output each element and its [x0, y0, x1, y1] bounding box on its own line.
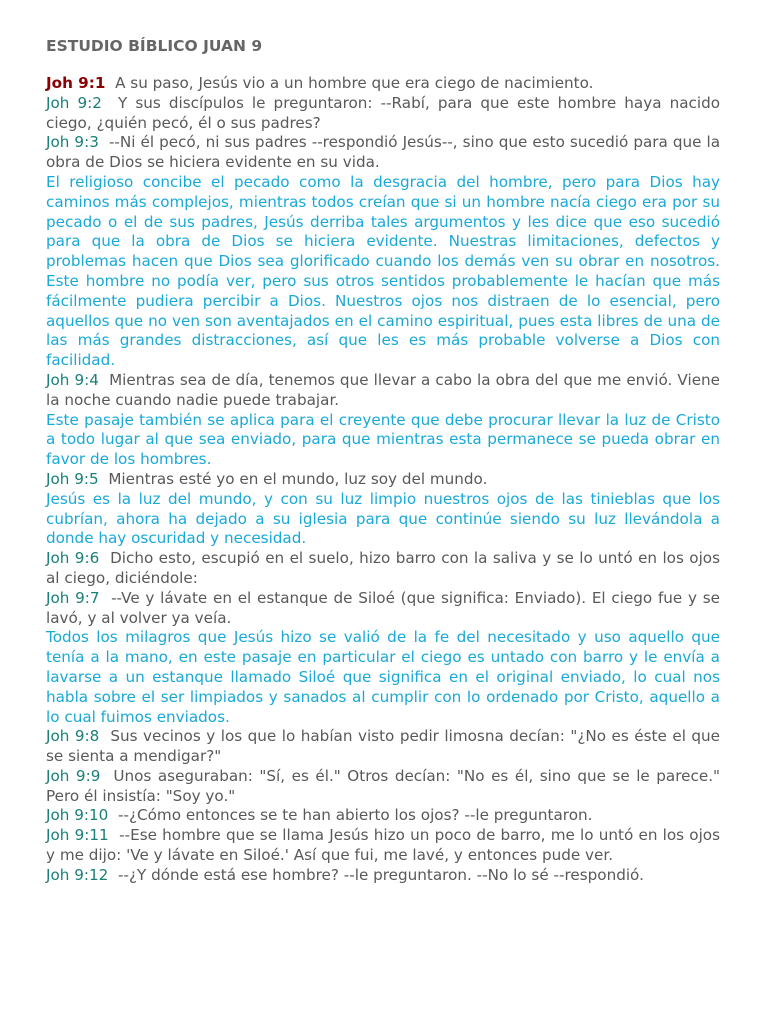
verse-paragraph	[46, 589, 720, 629]
commentary-paragraph: El religioso concibe el pecado como la desgracia del hombre, pero para Dios hay caminos más complejos, mientras todos creían que si un hombre nacía ciego era por su pecado o el de sus padres, Jesús derriba tales argumentos y les dice que eso sucedió para que la obra de Dios se hiciera evidente. Nuestras limitaciones, defectos y problemas hacen que Dios sea glorificado cuando los demás ven su obrar en nosotros. Este hombre no podía ver, pero sus otros sentidos probablemente le hacían que más fácilmente pudiera percibir a Dios. Nuestros ojos nos distraen de lo esencial, pero aquellos que no ven son aventajados en el camino espiritual, pues esta libres de una de las más grandes distracciones, así que les es más probable volverse a Dios con facilidad.	[46, 172, 720, 370]
verse-paragraph	[46, 826, 720, 866]
verse-reference: Joh 9:5	[46, 469, 99, 488]
verse-text: --Ve y lávate en el estanque de Siloé (que significa: Enviado). El ciego fue y se lavó, y al volver ya veía.	[46, 588, 720, 627]
commentary-paragraph: Todos los milagros que Jesús hizo se valió de la fe del necesitado y uso aquello que tenía a la mano, en este pasaje en particular el ciego es untado con barro y le envía a lavarse a un estanque llamado Siloé que significa en el original enviado, lo cual nos habla sobre el ser limpiados y sanados al cumplir con lo ordenado por Cristo, aquello a lo cual fuimos enviados.	[46, 628, 720, 726]
verse-reference: Joh 9:6	[46, 549, 100, 568]
verse-text: --¿Cómo entonces se te han abierto los ojos? --le preguntaron.	[118, 806, 593, 825]
verse-reference: Joh 9:12	[46, 865, 109, 884]
verse-text: Dicho esto, escupió en el suelo, hizo barro con la saliva y se lo untó en los ojos al ciego, diciéndole:	[46, 549, 721, 587]
verse-text: Sus vecinos y los que lo habían visto pedir limosna decían: "¿No es éste el que se sienta a mendigar?"	[46, 727, 721, 766]
verse-text: --Ese hombre que se llama Jesús hizo un poco de barro, me lo untó en los ojos y me dijo: 'Ve y lávate en Siloé.' Así que fui, me lavé, y entonces pude ver.	[46, 826, 721, 865]
verse-paragraph	[46, 727, 720, 767]
verse-reference: Joh 9:10	[46, 806, 109, 825]
verse-text: --¿Y dónde está ese hombre? --le preguntaron. --No lo sé --respondió.	[118, 865, 644, 884]
document-page	[46, 36, 720, 886]
verse-reference: Joh 9:1	[46, 74, 106, 92]
verse-paragraph	[46, 767, 720, 807]
verse-reference: Joh 9:4	[46, 370, 99, 389]
study-content	[46, 74, 720, 886]
commentary-paragraph: Este pasaje también se aplica para el creyente que debe procurar llevar la luz de Cristo a todo lugar al que sea enviado, para que mientras esta permanece se pueda obrar en favor de los hombres.	[46, 410, 720, 469]
verse-paragraph	[46, 371, 720, 411]
verse-paragraph	[46, 866, 720, 886]
verse-paragraph	[46, 74, 720, 94]
verse-paragraph	[46, 133, 720, 173]
commentary-paragraph: Jesús es la luz del mundo, y con su luz limpio nuestros ojos de las tinieblas que los cubrían, ahora ha dejado a su iglesia para que continúe siendo su luz llevándola a donde hay oscuridad y necesidad.	[46, 489, 720, 548]
verse-reference: Joh 9:3	[46, 133, 99, 152]
verse-text: Unos aseguraban: "Sí, es él." Otros decían: "No es él, sino que se le parece." Pero él insistía: "Soy yo."	[46, 766, 721, 805]
verse-paragraph	[46, 806, 720, 826]
verse-text: Mientras sea de día, tenemos que llevar a cabo la obra del que me envió. Viene la noche cuando nadie puede trabajar.	[46, 370, 721, 409]
verse-reference: Joh 9:8	[46, 727, 100, 746]
verse-paragraph	[46, 470, 720, 490]
verse-text: --Ni él pecó, ni sus padres --respondió Jesús--, sino que esto sucedió para que la obra de Dios se hiciera evidente en su vida.	[46, 133, 721, 172]
verse-text: A su paso, Jesús vio a un hombre que era ciego de nacimiento.	[115, 74, 594, 92]
verse-reference: Joh 9:7	[46, 588, 100, 607]
document-title: ESTUDIO BÍBLICO JUAN 9	[46, 37, 263, 55]
verse-text: Y sus discípulos le preguntaron: --Rabí, para que este hombre haya nacido ciego, ¿quién pecó, él o sus padres?	[46, 93, 721, 132]
verse-reference: Joh 9:2	[46, 93, 102, 112]
verse-reference: Joh 9:11	[46, 826, 109, 845]
verse-text: Mientras esté yo en el mundo, luz soy del mundo.	[108, 469, 488, 488]
verse-paragraph	[46, 94, 720, 134]
verse-reference: Joh 9:9	[46, 766, 101, 785]
verse-paragraph	[46, 549, 720, 589]
